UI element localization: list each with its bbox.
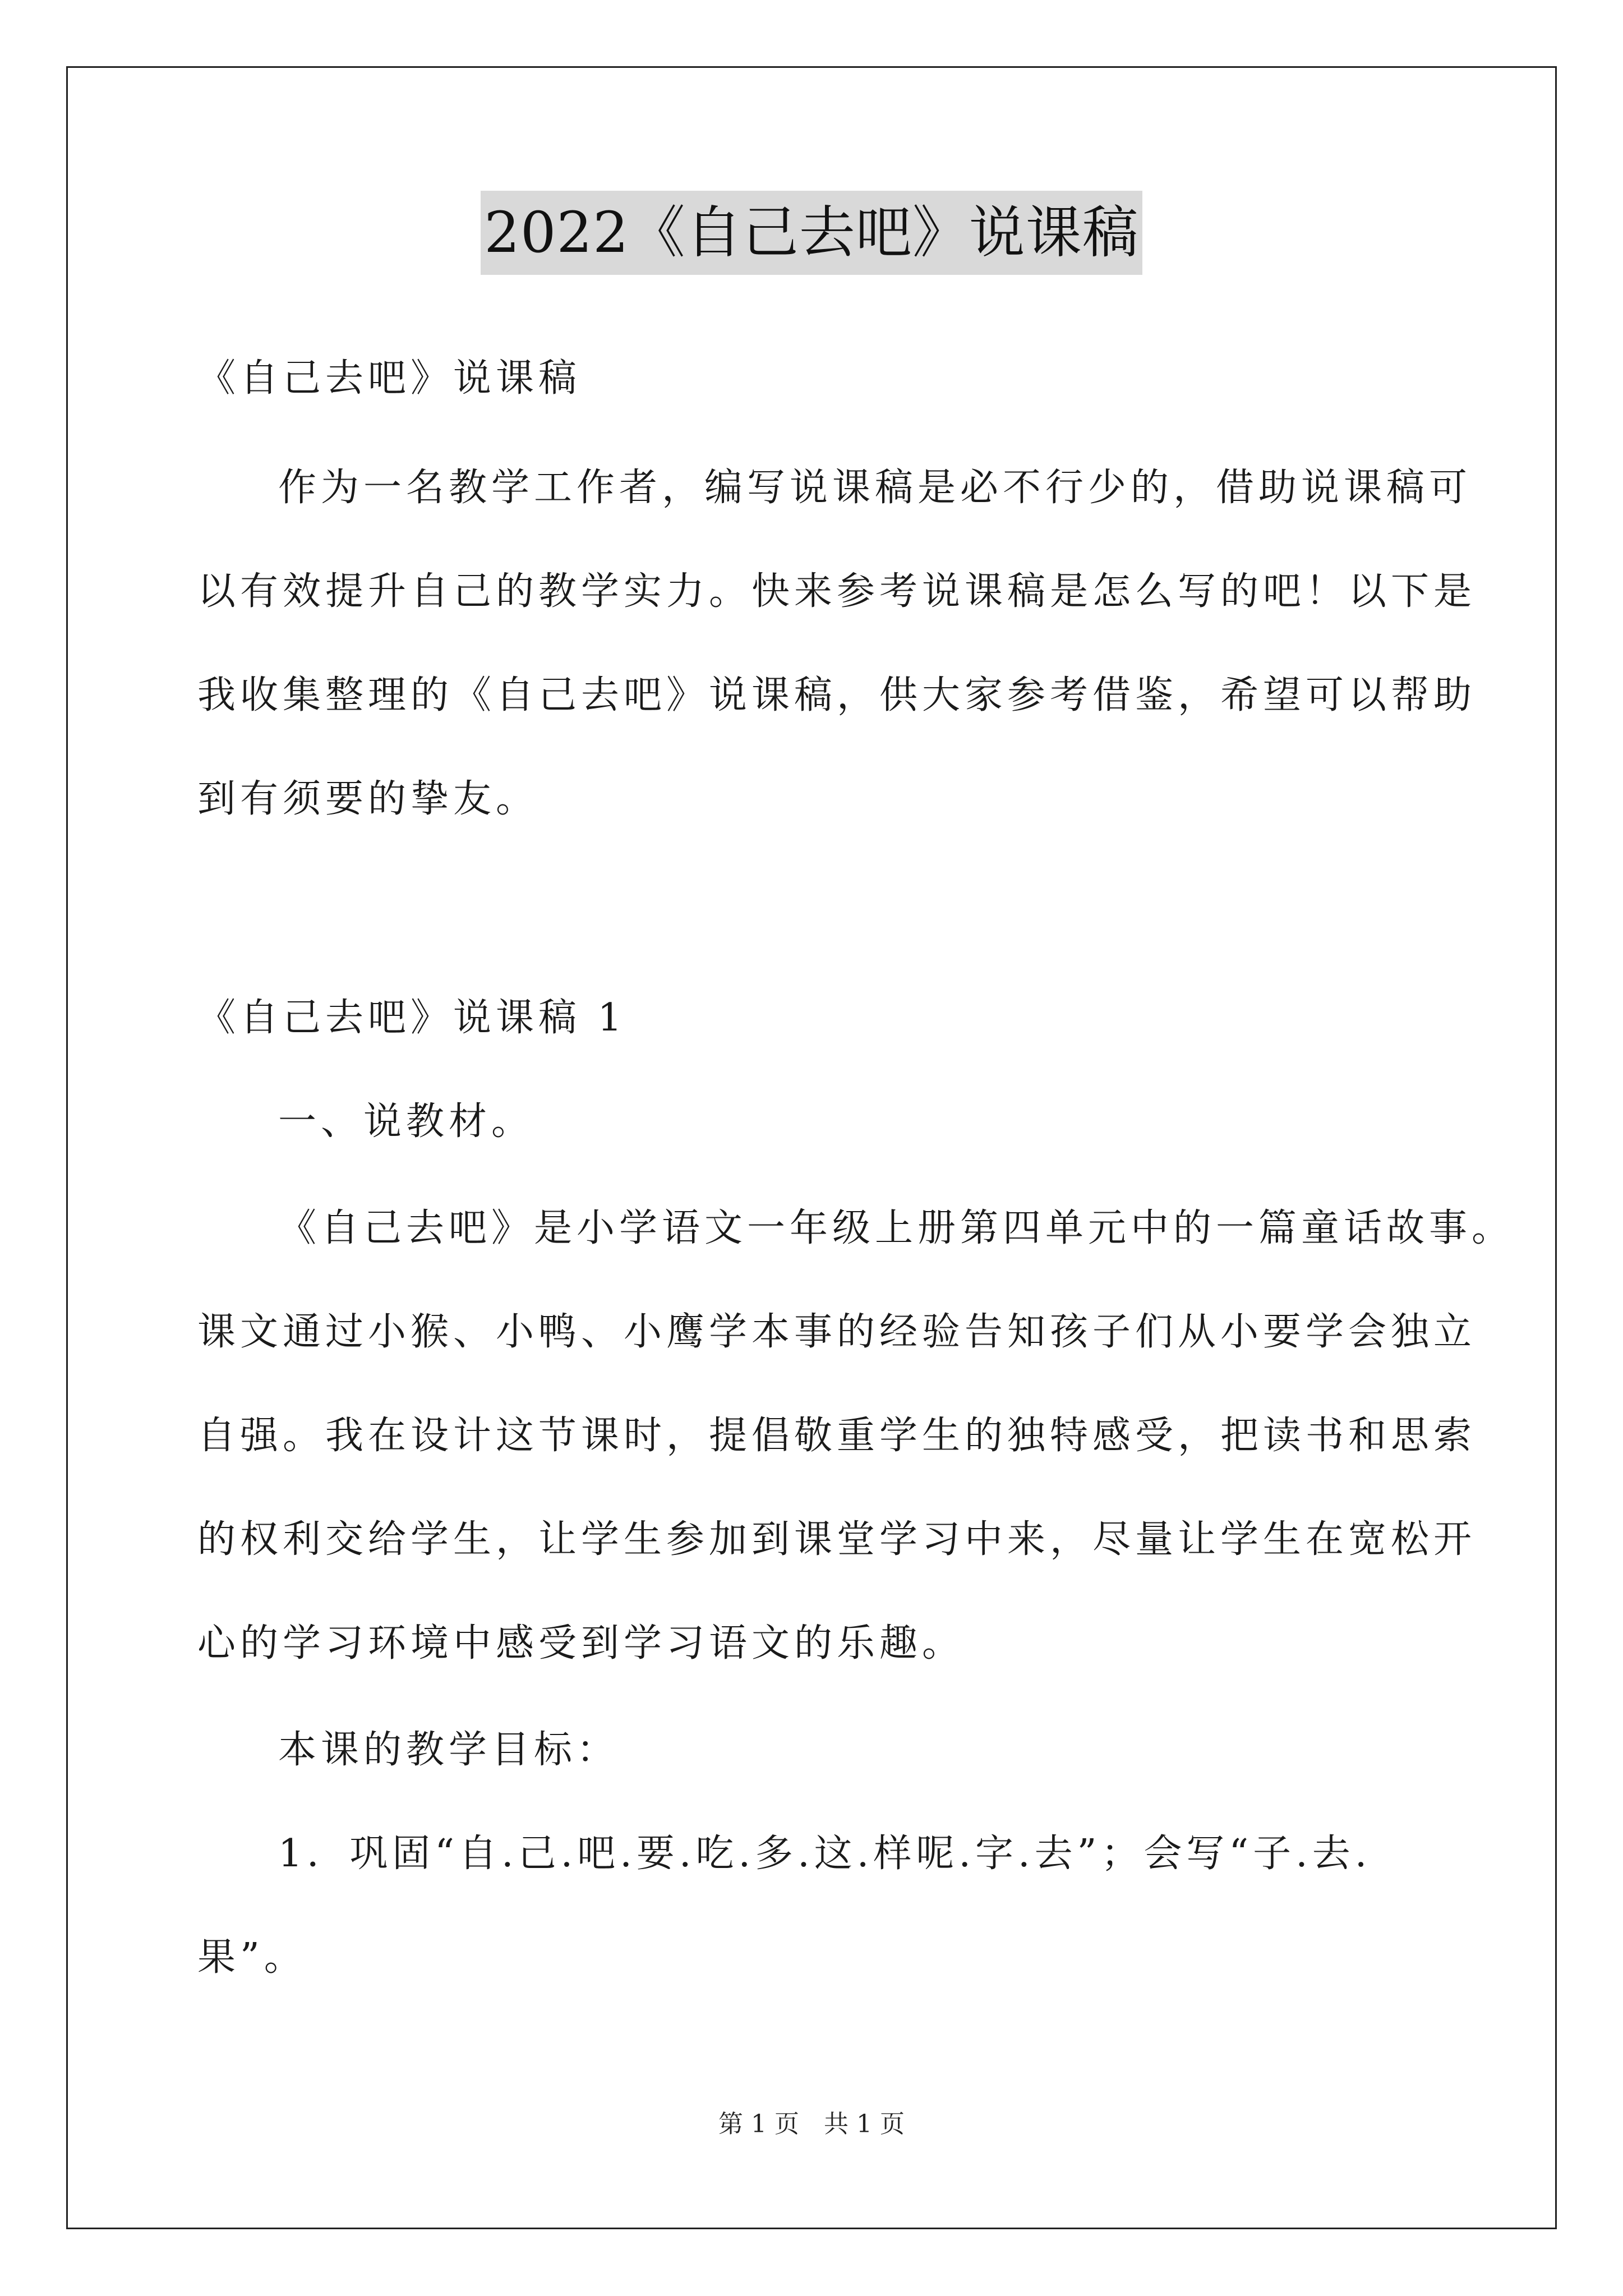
paragraph-line: 《自己去吧》是小学语文一年级上册第四单元中的一篇童话故事。 xyxy=(278,1206,1515,1250)
page-footer: 第 1 页 共 1 页 xyxy=(718,2110,905,2138)
list-item-line: 1．巩固“自.己.吧.要.吃.多.这.样呢.字.去”；会写“子.去. xyxy=(278,1832,1372,1876)
paragraph-line: 以有效提升自己的教学实力。快来参考说课稿是怎么写的吧！以下是 xyxy=(197,569,1477,614)
paragraph-line: 到有须要的挚友。 xyxy=(197,777,539,821)
subsection-heading: 一、说教材。 xyxy=(278,1099,534,1144)
list-item-line: 果”。 xyxy=(197,1935,307,1980)
paragraph-line: 的权利交给学生，让学生参加到课堂学习中来，尽量让学生在宽松开 xyxy=(197,1517,1477,1562)
subsection-heading: 本课的教学目标： xyxy=(278,1728,620,1772)
paragraph-line: 课文通过小猴、小鸭、小鹰学本事的经验告知孩子们从小要学会独立 xyxy=(197,1310,1477,1354)
section-heading: 《自己去吧》说课稿 1 xyxy=(197,996,626,1040)
paragraph-line: 心的学习环境中感受到学习语文的乐趣。 xyxy=(197,1621,965,1665)
document-title: 2022《自己去吧》说课稿 xyxy=(481,191,1142,275)
subtitle-line: 《自己去吧》说课稿 xyxy=(197,356,582,401)
title-container xyxy=(0,191,1623,275)
paragraph-line: 作为一名教学工作者，编写说课稿是必不行少的，借助说课稿可 xyxy=(278,466,1472,510)
paragraph-line: 自强。我在设计这节课时，提倡敬重学生的独特感受，把读书和思索 xyxy=(197,1414,1477,1458)
paragraph-line: 我收集整理的《自己去吧》说课稿，供大家参考借鉴，希望可以帮助 xyxy=(197,673,1477,717)
